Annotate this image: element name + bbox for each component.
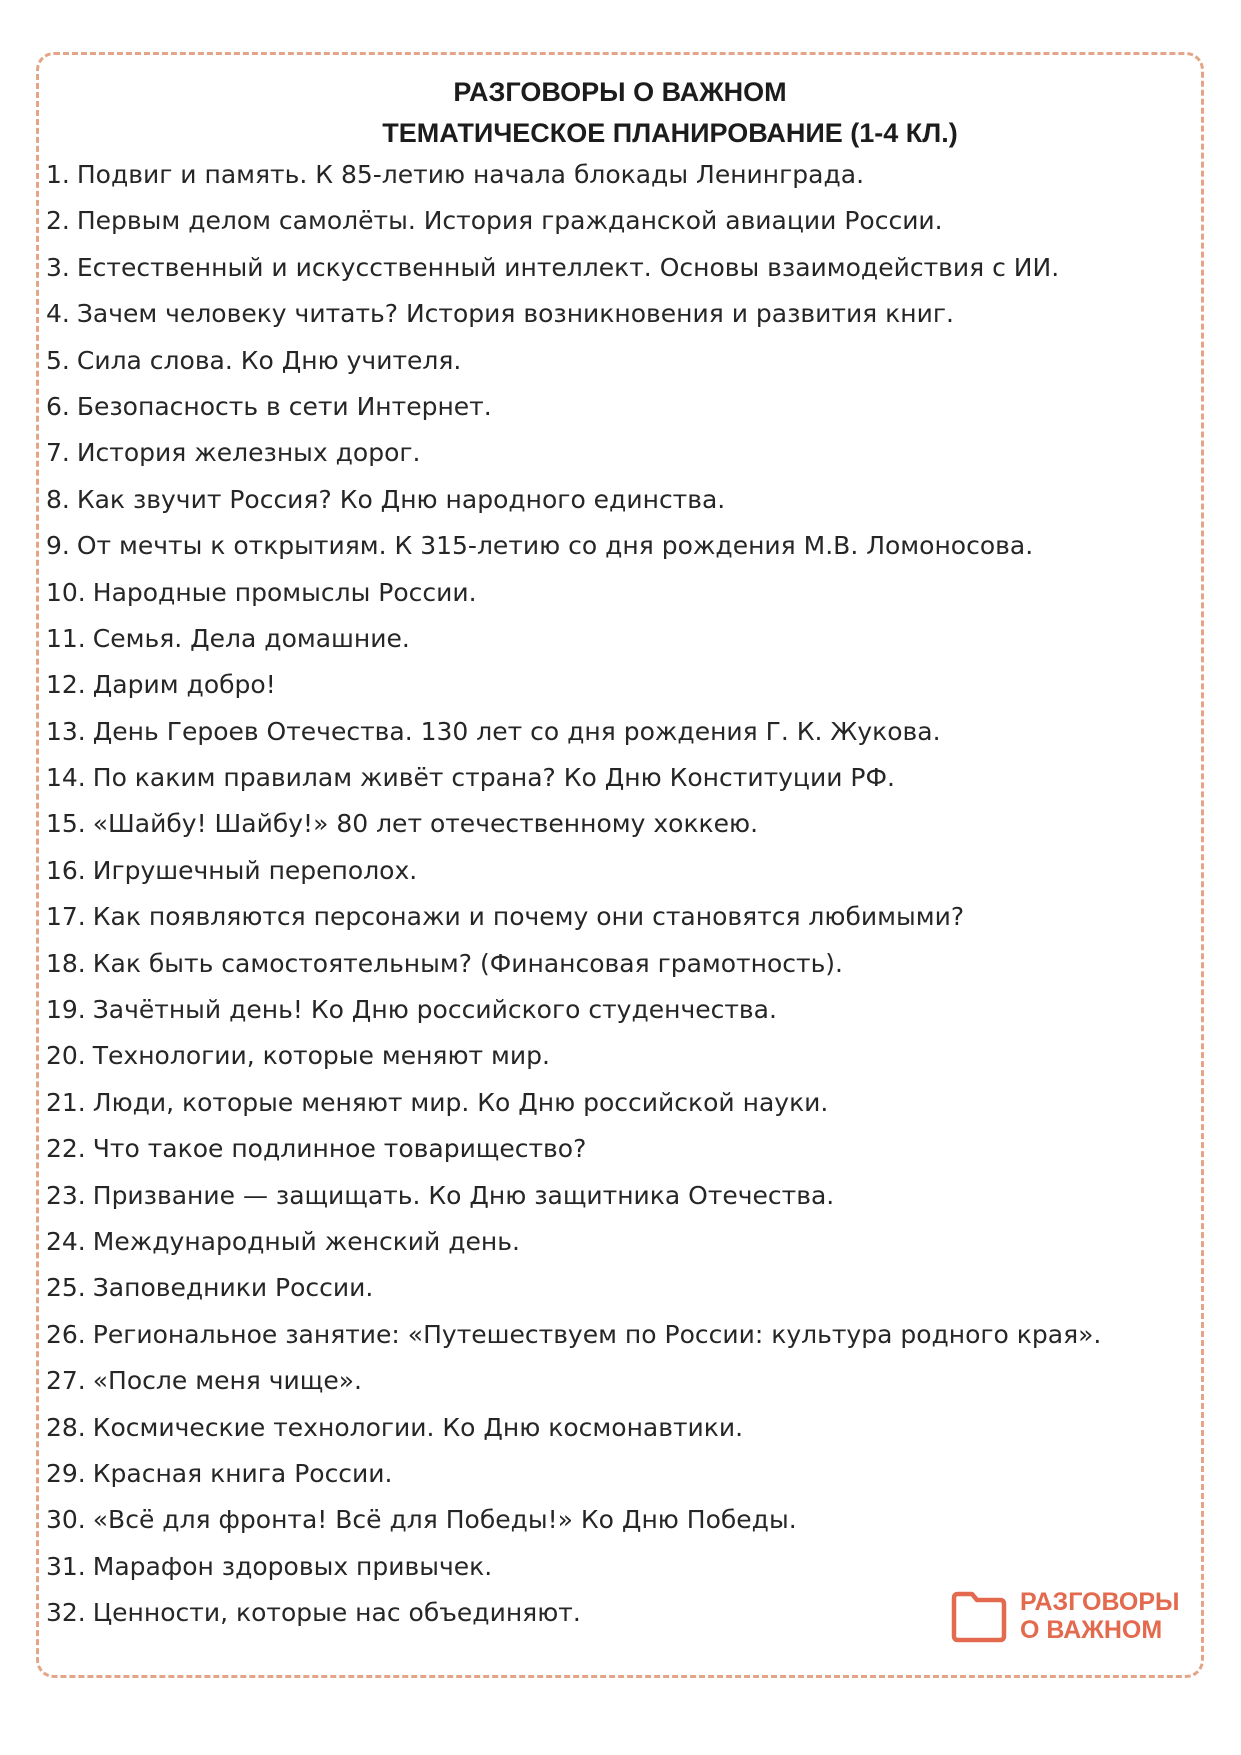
topic-number: 28. [46, 1412, 86, 1442]
topic-text: По каким правилам живёт страна? Ко Дню Конституции РФ. [92, 763, 895, 793]
topic-item [46, 1126, 1196, 1172]
topic-item [46, 1312, 1196, 1358]
topic-text: История железных дорог. [76, 438, 421, 468]
topic-text: «Шайбу! Шайбу!» 80 лет отечественному хоккею. [92, 809, 759, 839]
topic-text: Сила слова. Ко Дню учителя. [76, 345, 462, 375]
topic-text: «После меня чище». [92, 1366, 362, 1396]
topic-text: Зачем человеку читать? История возникновения и развития книг. [76, 299, 954, 329]
topic-number: 9. [46, 531, 70, 561]
topic-text: Первым делом самолёты. История гражданской авиации России. [76, 206, 943, 236]
topic-item [46, 198, 1196, 244]
topic-text: «Всё для фронта! Всё для Победы!» Ко Дню Победы. [92, 1505, 797, 1535]
topic-item [46, 801, 1196, 847]
topic-text: Подвиг и память. К 85-летию начала блокады Ленинграда. [76, 160, 865, 189]
topic-number: 26. [46, 1319, 86, 1349]
topic-item [46, 570, 1196, 616]
topic-number: 27. [46, 1366, 86, 1396]
topic-text: Красная книга России. [92, 1458, 393, 1488]
topic-item [46, 662, 1196, 708]
topic-text: Как быть самостоятельным? (Финансовая грамотность). [92, 948, 843, 978]
topic-item [46, 1033, 1196, 1079]
topic-item [46, 987, 1196, 1033]
topic-number: 15. [46, 809, 86, 839]
topic-number: 6. [46, 391, 70, 421]
topic-item [46, 709, 1196, 755]
logo-line-1: РАЗГОВОРЫ [1020, 1588, 1180, 1616]
topic-number: 19. [46, 995, 86, 1025]
topic-text: Дарим добро! [92, 670, 276, 700]
topic-item [46, 291, 1196, 337]
logo-text [1020, 1588, 1180, 1644]
topic-item [46, 477, 1196, 523]
topic-text: Зачётный день! Ко Дню российского студенчества. [92, 995, 777, 1025]
topic-list [46, 152, 1196, 1637]
topic-number: 1. [46, 160, 70, 189]
topic-number: 13. [46, 716, 86, 746]
topic-item [46, 338, 1196, 384]
brand-logo [950, 1586, 1190, 1648]
topic-item [46, 1358, 1196, 1404]
topic-number: 23. [46, 1180, 86, 1210]
topic-number: 22. [46, 1134, 86, 1164]
topic-text: Народные промыслы России. [92, 577, 477, 607]
page-title: РАЗГОВОРЫ О ВАЖНОМ [453, 77, 787, 107]
topic-text: Игрушечный переполох. [92, 855, 418, 885]
topic-number: 20. [46, 1041, 86, 1071]
topic-item [46, 848, 1196, 894]
topic-item [46, 894, 1196, 940]
topic-item [46, 523, 1196, 569]
topic-number: 5. [46, 345, 70, 375]
topic-number: 10. [46, 577, 86, 607]
topic-item [46, 616, 1196, 662]
topic-item [46, 1497, 1196, 1543]
topic-text: Семья. Дела домашние. [92, 623, 410, 653]
topic-number: 18. [46, 948, 86, 978]
topic-text: От мечты к открытиям. К 315-летию со дня рождения М.В. Ломоносова. [76, 531, 1034, 561]
topic-number: 17. [46, 902, 86, 932]
page-subtitle: ТЕМАТИЧЕСКОЕ ПЛАНИРОВАНИЕ (1-4 КЛ.) [382, 118, 958, 148]
topic-number: 32. [46, 1598, 86, 1628]
topic-number: 16. [46, 855, 86, 885]
topic-text: Что такое подлинное товарищество? [92, 1134, 587, 1164]
topic-item [46, 430, 1196, 476]
folder-icon [950, 1586, 1008, 1644]
topic-item [46, 1544, 1196, 1590]
topic-item [46, 1173, 1196, 1219]
topic-item [46, 1080, 1196, 1126]
topic-number: 3. [46, 252, 70, 282]
topic-number: 31. [46, 1551, 86, 1581]
logo-line-2: О ВАЖНОМ [1020, 1616, 1163, 1644]
topic-item [46, 755, 1196, 801]
topic-text: Заповедники России. [92, 1273, 374, 1303]
topic-number: 14. [46, 763, 86, 793]
topic-item [46, 941, 1196, 987]
topic-text: Региональное занятие: «Путешествуем по России: культура родного края». [92, 1319, 1102, 1349]
topic-number: 4. [46, 299, 70, 329]
topic-text: Международный женский день. [92, 1226, 520, 1256]
topic-number: 7. [46, 438, 70, 468]
topic-text: Космические технологии. Ко Дню космонавтики. [92, 1412, 744, 1442]
topic-text: Безопасность в сети Интернет. [76, 391, 492, 421]
topic-number: 11. [46, 623, 86, 653]
topic-text: Призвание — защищать. Ко Дню защитника Отечества. [92, 1180, 835, 1210]
topic-item [46, 1405, 1196, 1451]
topic-text: Как звучит Россия? Ко Дню народного единства. [76, 484, 726, 514]
topic-text: Технологии, которые меняют мир. [92, 1041, 550, 1071]
topic-number: 8. [46, 484, 70, 514]
topic-text: Люди, которые меняют мир. Ко Дню российской науки. [92, 1087, 829, 1117]
page-header [36, 72, 1204, 154]
topic-number: 12. [46, 670, 86, 700]
topic-text: Как появляются персонажи и почему они становятся любимыми? [92, 902, 965, 932]
topic-text: День Героев Отечества. 130 лет со дня рождения Г. К. Жукова. [92, 716, 941, 746]
topic-item [46, 1451, 1196, 1497]
topic-number: 25. [46, 1273, 86, 1303]
topic-number: 29. [46, 1458, 86, 1488]
topic-item [46, 245, 1196, 291]
topic-item [46, 384, 1196, 430]
topic-number: 24. [46, 1226, 86, 1256]
topic-text: Ценности, которые нас объединяют. [92, 1598, 581, 1628]
topic-item [46, 152, 1196, 198]
topic-number: 2. [46, 206, 70, 236]
topic-number: 21. [46, 1087, 86, 1117]
topic-text: Марафон здоровых привычек. [92, 1551, 493, 1581]
topic-number: 30. [46, 1505, 86, 1535]
topic-text: Естественный и искусственный интеллект. Основы взаимодействия с ИИ. [76, 252, 1060, 282]
topic-item [46, 1219, 1196, 1265]
topic-item [46, 1265, 1196, 1311]
